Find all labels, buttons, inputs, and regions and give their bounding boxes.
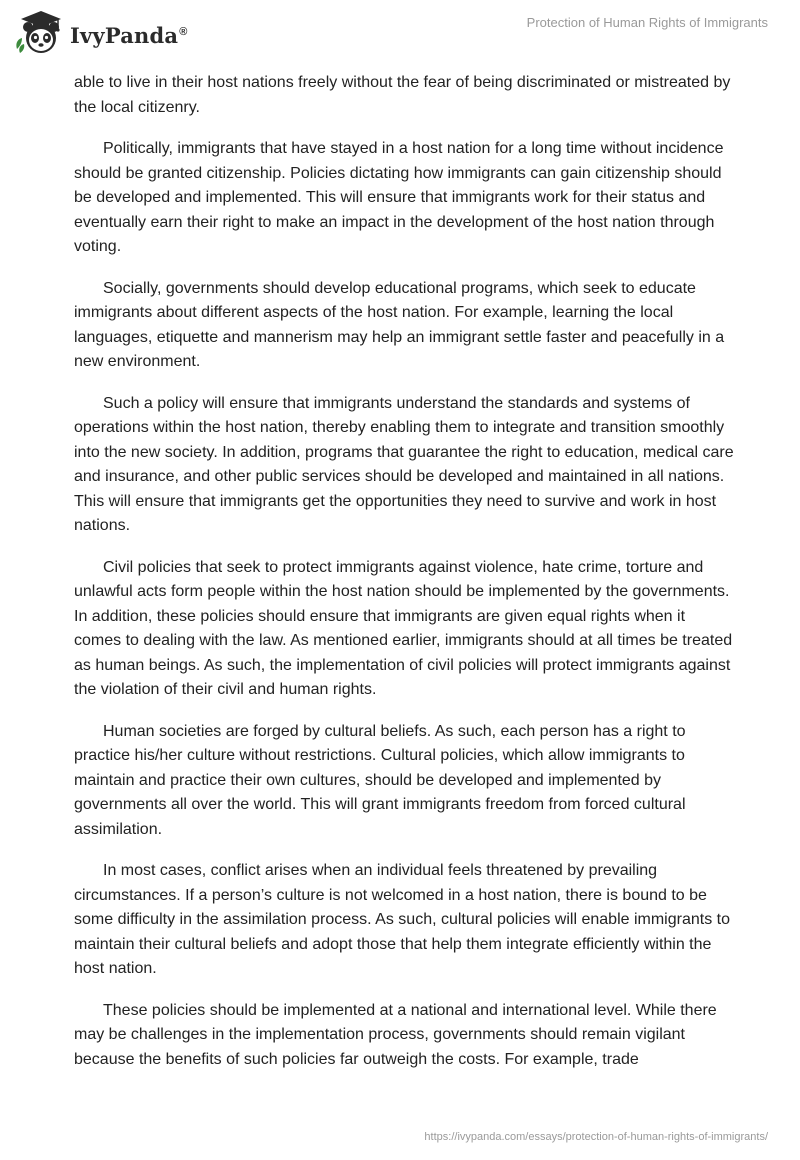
paragraph: In most cases, conflict arises when an individual feels threatened by prevailing circumstances. If a person’s culture is not welcomed in a host nation, there is bound to be some difficulty in the assimilation process. As such, cultural policies will enable immigrants to maintain their cultural beliefs and adopt those that help them integrate efficiently within the host nation. bbox=[74, 862, 730, 977]
paragraph: Civil policies that seek to protect immigrants against violence, hate crime, torture and unlawful acts form people within the host nation should be implemented by the governments. In addition, these policies should ensure that immigrants are given equal rights when it comes to dealing with the law. As mentioned earlier, immigrants should at all times be treated as human beings. As such, the implementation of civil policies will protect immigrants against the violation of their civil and human rights. bbox=[74, 558, 733, 698]
paragraph: able to live in their host nations freely without the fear of being discriminated or mistreated by the local citizenry. bbox=[74, 74, 731, 116]
paragraph: These policies should be implemented at a national and international level. While there may be challenges in the implementation process, governments should remain vigilant because the benefits of such policies far outweigh the costs. For example, trade bbox=[74, 1001, 717, 1068]
document-title: Protection of Human Rights of Immigrants bbox=[526, 15, 768, 30]
logo-text: IvyPanda bbox=[70, 22, 179, 48]
essay-body bbox=[74, 71, 734, 1089]
paragraph: Such a policy will ensure that immigrants understand the standards and systems of operations within the host nation, thereby enabling them to integrate and transition smoothly into the new society. In addition, programs that guarantee the right to education, medical care and insurance, and other public services should be developed and maintained in all nations. This will ensure that immigrants get the opportunities they need to survive and work in host nations. bbox=[74, 394, 734, 534]
logo-wordmark bbox=[70, 23, 188, 48]
site-logo[interactable] bbox=[14, 9, 188, 57]
panda-graduation-cap-icon bbox=[14, 9, 66, 57]
paragraph: Socially, governments should develop educational programs, which seek to educate immigrants about different aspects of the host nation. For example, learning the local languages, etiquette and mannerism may help an immigrant settle faster and peacefully in a new environment. bbox=[74, 279, 725, 370]
page-header bbox=[0, 0, 800, 62]
registered-mark: ® bbox=[179, 25, 188, 38]
source-url[interactable]: https://ivypanda.com/essays/protection-of-human-rights-of-immigrants/ bbox=[424, 1131, 768, 1143]
paragraph: Politically, immigrants that have stayed in a host nation for a long time without incidence should be granted citizenship. Policies dictating how immigrants can gain citizenship should be developed and implemented. This will ensure that immigrants work for their status and eventually earn their right to make an impact in the development of the host nation through voting. bbox=[74, 140, 724, 255]
paragraph: Human societies are forged by cultural beliefs. As such, each person has a right to practice his/her culture without restrictions. Cultural policies, which allow immigrants to maintain and practice their own cultures, should be developed and implemented by governments all over the world. This will grant immigrants freedom from forced cultural assimilation. bbox=[74, 722, 686, 838]
